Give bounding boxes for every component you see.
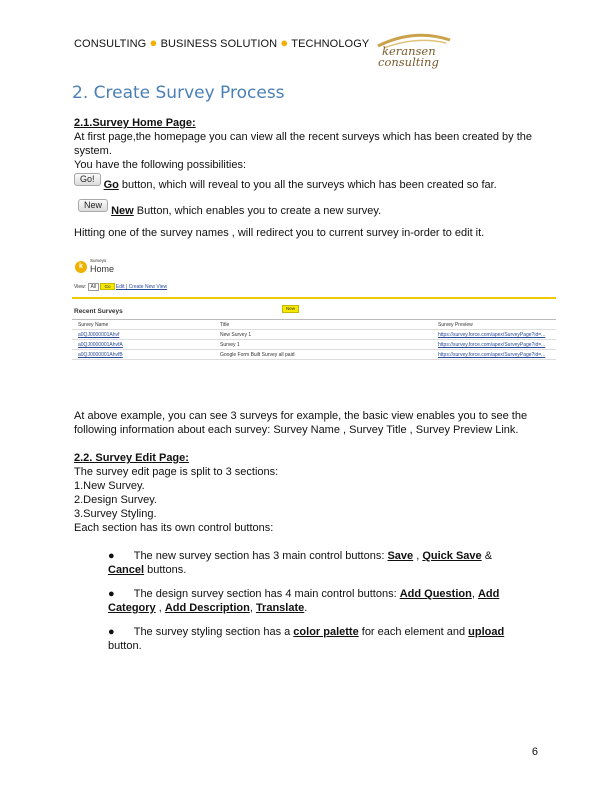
table-row-preview[interactable]: https://survey.force.com/apex/SurveyPage?id=... <box>438 342 546 348</box>
para-line: At first page,the homepage you can view all the recent surveys which has been created by the <box>74 131 532 143</box>
view-links[interactable]: Edit | Create New View <box>115 284 168 290</box>
table-row-title: Google Form Built Survey all paid <box>220 352 295 358</box>
add-category-label-1: Add <box>477 588 500 600</box>
para-line: following information about each survey: Survey Name , Survey Title , Survey Preview Link. <box>74 424 519 436</box>
divider <box>72 339 556 340</box>
table-row-title: Survey 1 <box>220 342 240 348</box>
bullet-icon: ● <box>108 626 115 638</box>
table-row-preview[interactable]: https://survey.force.com/apex/SurveyPage?id=... <box>438 332 546 338</box>
new-word: New <box>111 205 134 217</box>
recent-surveys-title: Recent Surveys <box>74 308 123 315</box>
bullet-icon: ● <box>108 588 115 600</box>
new-button-image: New <box>78 199 108 212</box>
view-row <box>74 284 167 290</box>
para-line: At above example, you can see 3 surveys for example, the basic view enables you to see the <box>74 410 528 422</box>
page-number: 6 <box>531 746 538 758</box>
para-line: The survey edit page is split to 3 sections: <box>74 466 279 478</box>
para-line: You have the following possibilities: <box>74 159 247 171</box>
table-row-name[interactable]: a0QJ0000001Ahvf <box>78 332 120 338</box>
bullet-dot-icon: ● <box>280 35 289 50</box>
table-row-name[interactable]: a0QJ0000001AhvfB <box>78 352 123 358</box>
para-line: 3.Survey Styling. <box>74 508 157 520</box>
header-consulting: CONSULTING <box>74 38 147 50</box>
view-label: View: <box>74 284 87 290</box>
new-desc: Button, which enables you to create a new survey. <box>133 205 382 217</box>
table-row-preview[interactable]: https://survey.force.com/apex/SurveyPage?id=... <box>438 352 546 358</box>
col-header-name: Survey Name <box>78 322 109 328</box>
company-logo <box>374 30 454 78</box>
bullet-design-survey: ● The design survey section has 4 main control buttons: Add Question, Add <box>108 588 500 600</box>
para-line: Hitting one of the survey names , will redirect you to current survey in-order to edit it. <box>74 227 485 239</box>
quick-save-label: Quick Save <box>422 550 482 562</box>
crumb: Surveys <box>90 258 107 263</box>
header-business: BUSINESS SOLUTION <box>160 38 278 50</box>
home-title: Home <box>90 264 115 274</box>
col-header-title: Title <box>220 322 230 328</box>
translate-label: Translate <box>255 602 305 614</box>
bullet-survey-styling: ● The survey styling section has a color palette for each element and upload <box>108 626 505 638</box>
bullet-design-survey-cont: Category , Add Description, Translate. <box>108 602 308 614</box>
divider <box>72 329 556 330</box>
save-label: Save <box>387 550 414 562</box>
go-word: Go <box>103 179 119 191</box>
header-technology: TECHNOLOGY <box>291 38 370 50</box>
upload-label: upload <box>468 626 505 638</box>
heading-survey-home: 2.1.Survey Home Page: <box>74 117 196 129</box>
view-go-button[interactable]: Go <box>100 283 114 290</box>
add-category-label-2: Category <box>108 602 156 614</box>
table-row-name[interactable]: a0QJ0000001AhvfA <box>78 342 123 348</box>
add-question-label: Add Question <box>399 588 472 600</box>
color-palette-label: color palette <box>293 626 359 638</box>
para-line: system. <box>74 145 112 157</box>
para-line: 1.New Survey. <box>74 480 145 492</box>
divider <box>72 297 556 299</box>
heading-survey-edit: 2.2. Survey Edit Page: <box>74 452 189 464</box>
bullet-new-survey-cont: Cancel buttons. <box>108 564 187 576</box>
add-description-label: Add Description <box>164 602 250 614</box>
divider <box>72 319 556 320</box>
view-select[interactable]: All <box>88 283 100 291</box>
cancel-label: Cancel <box>108 564 145 576</box>
recent-new-button[interactable]: New <box>282 305 299 313</box>
go-desc: button, which will reveal to you all the surveys which has been created so far. <box>118 179 497 191</box>
go-description <box>74 174 544 192</box>
bullet-dot-icon: ● <box>149 35 158 50</box>
bullet-survey-styling-cont: button. <box>108 640 142 652</box>
bullet-new-survey: ● The new survey section has 3 main control buttons: Save , Quick Save & <box>108 550 493 562</box>
logo-text-line2: consulting <box>378 55 439 69</box>
col-header-preview: Survey Preview <box>438 322 473 328</box>
bullet-icon: ● <box>108 550 115 562</box>
section-title: 2. Create Survey Process <box>72 83 285 103</box>
new-description <box>74 200 544 218</box>
go-button-image: Go! <box>74 173 101 186</box>
para-line: Each section has its own control buttons: <box>74 522 274 534</box>
table-row-title: New Survey 1 <box>220 332 252 338</box>
logo-text-line1: keransen <box>382 44 436 58</box>
survey-list-screenshot <box>72 255 556 373</box>
page-header <box>74 36 369 51</box>
divider <box>72 349 556 350</box>
para-line: 2.Design Survey. <box>74 494 157 506</box>
k-logo-icon: k <box>75 261 87 273</box>
divider <box>72 359 556 360</box>
